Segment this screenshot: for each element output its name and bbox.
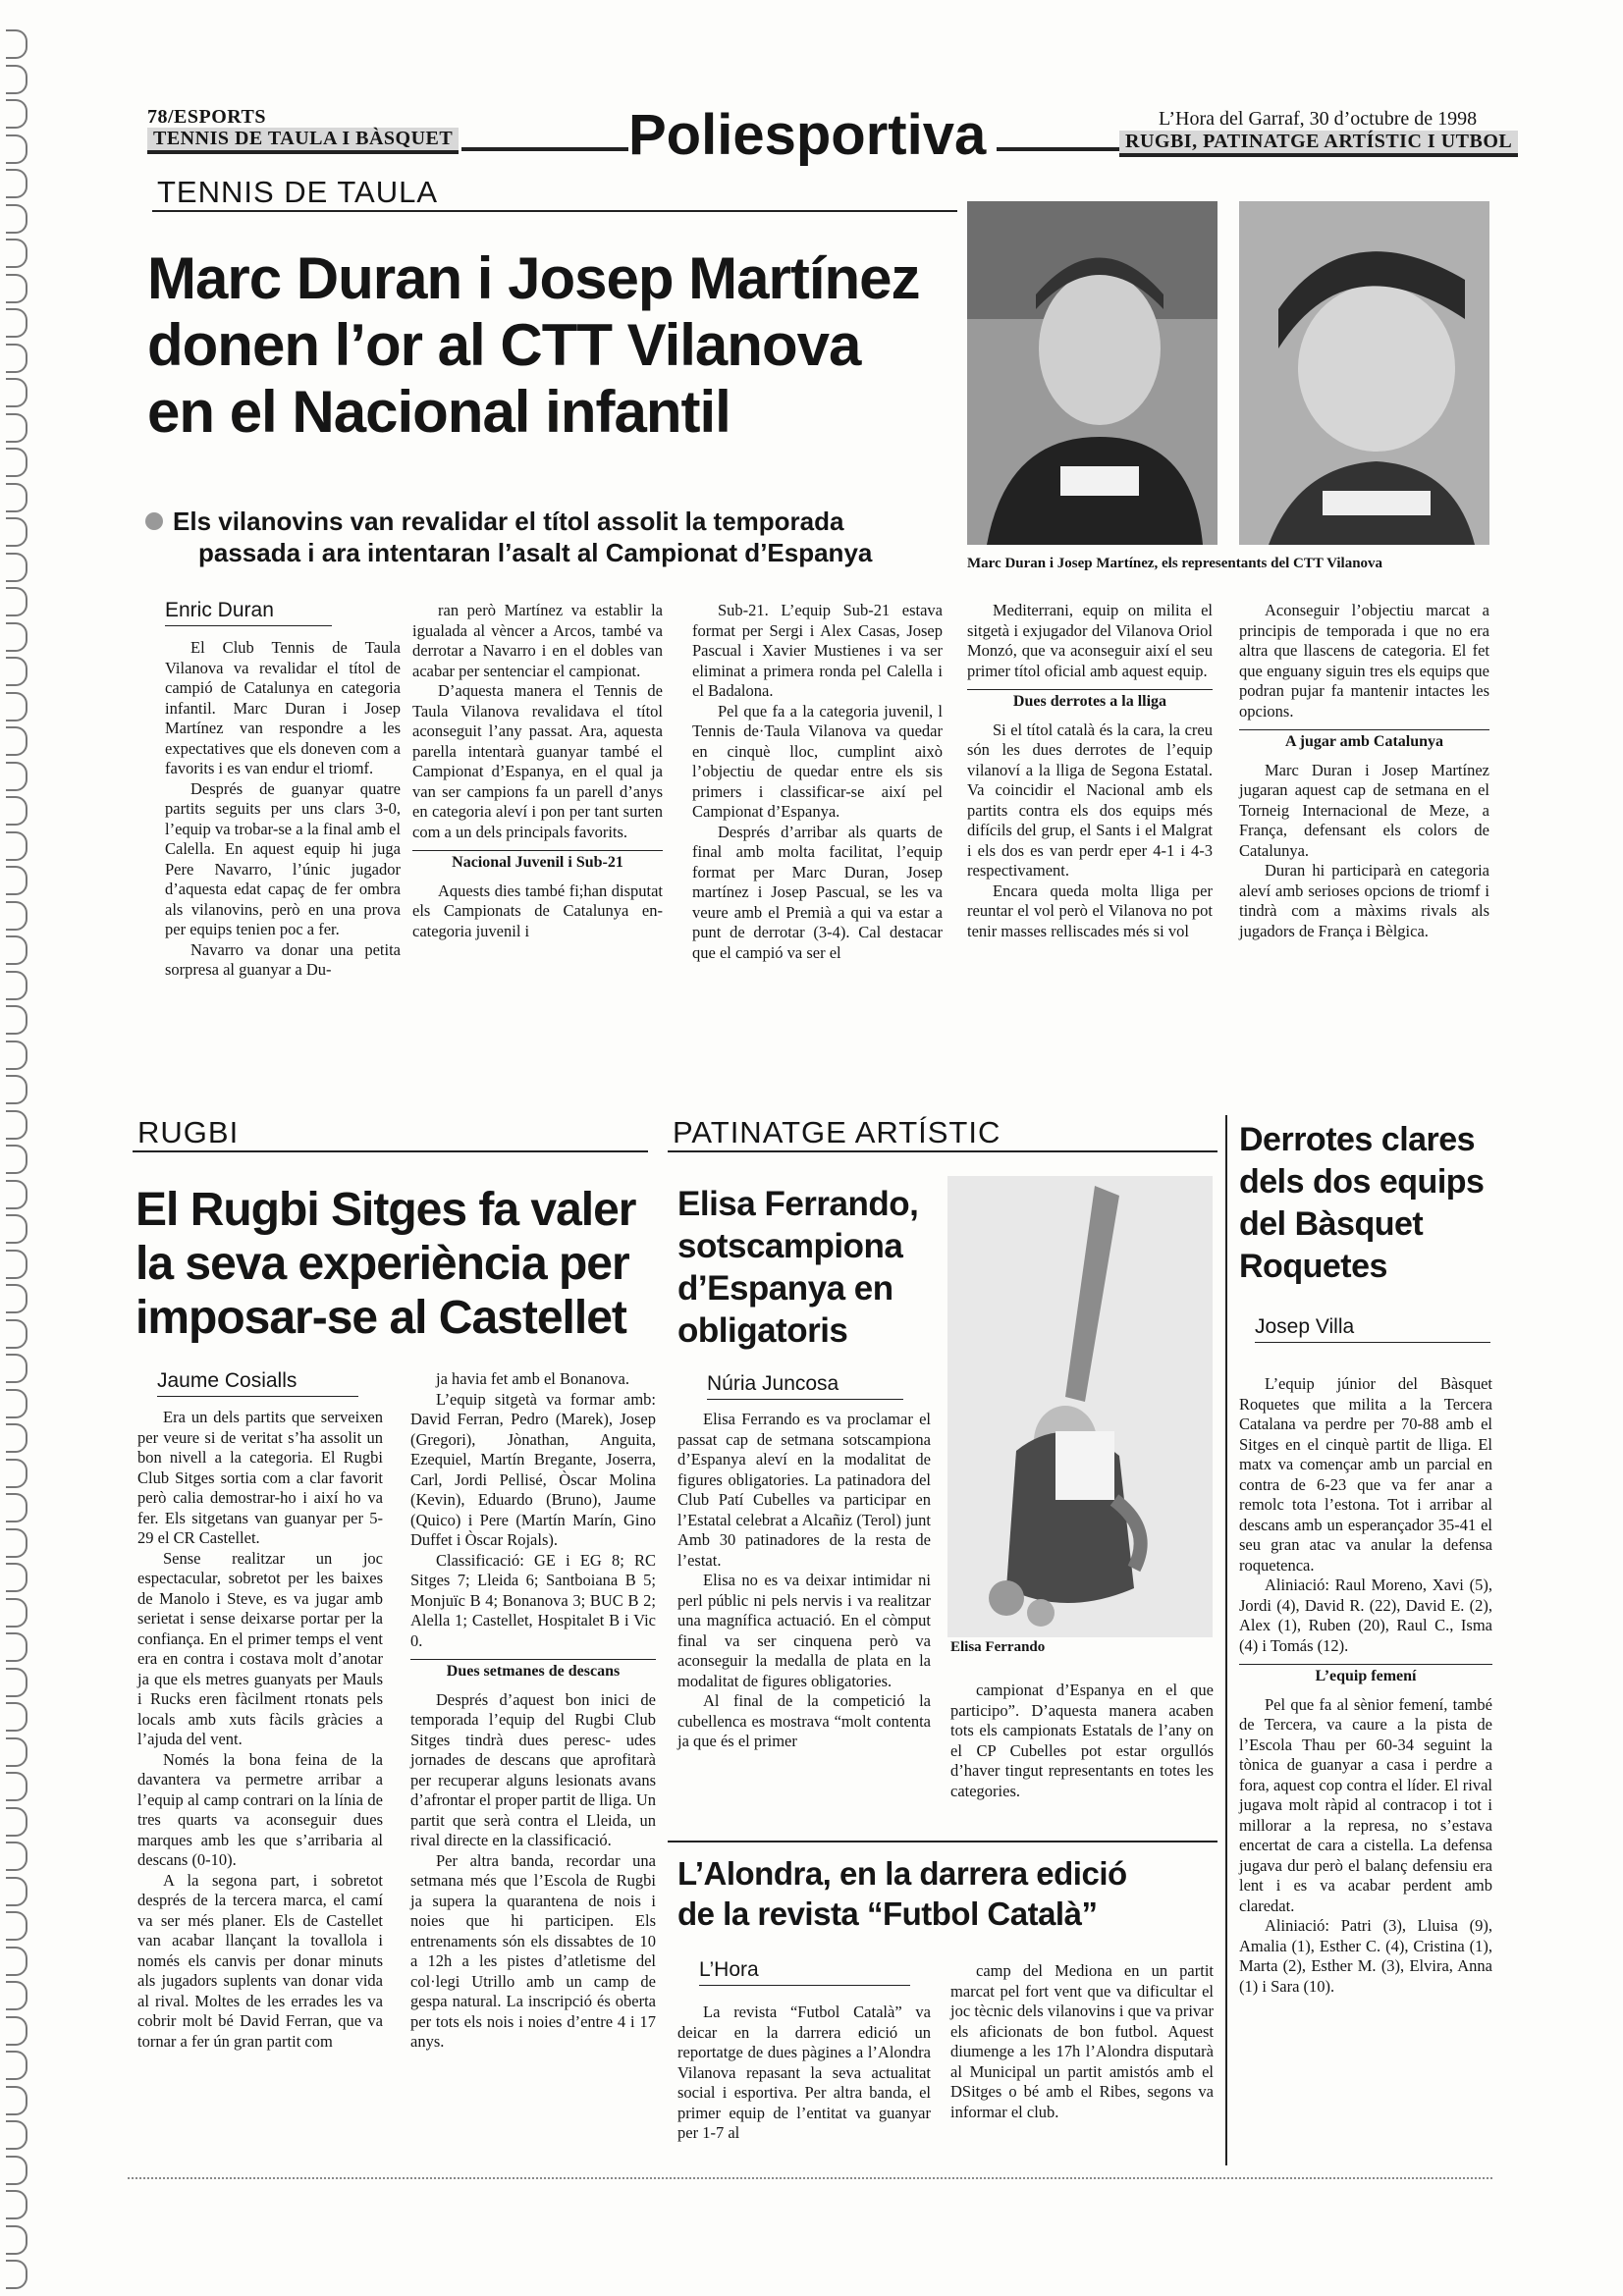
binding-ring: [6, 2120, 27, 2150]
patinatge-column-2: [950, 1681, 1214, 1801]
paragraph: Després d’aquest bon inici de temporada l’equip del Rugbi Club Sitges tindrà dues peresc- udes jornades de descans que aprofitarà per recuperar alguns lesionats avans d’afrontar el proper partit de lliga. Un partit que serà contra el Lleida, un rival directe en la classificació.: [410, 1689, 656, 1849]
binding-ring: [6, 2086, 27, 2115]
binding-ring: [6, 239, 27, 268]
tennis-column-2: [412, 601, 663, 941]
paragraph: Duran hi participarà en categoria aleví amb serioses opcions de triomf i tindrà com a màxims rivals als jugadors de França i Bèlgica.: [1239, 861, 1489, 940]
binding-ring: [6, 1877, 27, 1906]
paragraph: Era un dels partits que serveixen per veure si de veritat s’ha assolit un bon nivell a la categoria. El Rugbi Club Sitges sortia com a clar favorit però calia demostrar-ho i així ho va fer. Els sitgetans van guanyar per 5-29 el CR Castellet.: [137, 1408, 383, 1547]
binding-ring: [6, 1389, 27, 1418]
paragraph: Després de guanyar quatre partits seguits per uns clars 3-0, l’equip va trobar-se a la final amb el Calella. En aquest equip hi juga Pere Navarro, l’únic jugador d’aquesta edat capaç de fer ombra als vilanovins, però en una prova per equips tenien poc a fer.: [165, 778, 401, 938]
tennis-section-rule: [152, 210, 957, 212]
tennis-subhead-lliga: Dues derrotes a la lliga: [967, 689, 1213, 713]
tennis-section-label: TENNIS DE TAULA: [157, 175, 439, 209]
binding-ring: [6, 1423, 27, 1453]
paragraph: Aconseguir l’objectiu marcat a principis de temporada i que no era altra que llascens de categoria. El fet que enguany siguin tres els equips que podran pujar fa mantenir intactes les opcions.: [1239, 601, 1489, 721]
tennis-subhead-catalunya: A jugar amb Catalunya: [1239, 729, 1489, 753]
headline-line: d’Espanya en: [677, 1269, 893, 1308]
rugbi-section-label: RUGBI: [137, 1115, 240, 1149]
binding-ring: [6, 726, 27, 756]
deck-line: passada i ara intentaran l’asalt al Campionat d’Espanya: [198, 538, 873, 567]
binding-ring: [6, 274, 27, 303]
alondra-headline: [677, 1853, 1227, 1934]
binding-ring: [6, 2051, 27, 2080]
rugbi-headline: [135, 1183, 666, 1345]
binding-ring: [6, 935, 27, 965]
paragraph: Aquests dies també fi;han disputat els Campionats de Catalunya en-categoria juvenil i: [412, 881, 663, 940]
binding-ring: [6, 1075, 27, 1104]
spiral-binding: [0, 29, 39, 2287]
binding-ring: [6, 308, 27, 338]
basquet-subhead-femeni: L’equip femení: [1239, 1664, 1492, 1687]
rugbi-column-2: [410, 1369, 656, 2053]
tennis-deck: [173, 506, 958, 568]
paragraph: Sub-21. L’equip Sub-21 estava format per Sergi i Alex Casas, Josep Pascual i Xavier Mustienes i va ser eliminat a primera ronda pel Calella i el Badalona.: [692, 601, 943, 700]
binding-ring: [6, 1041, 27, 1070]
binding-ring: [6, 2225, 27, 2255]
binding-ring: [6, 1110, 27, 1140]
binding-ring: [6, 134, 27, 164]
basquet-byline: Josep Villa: [1255, 1315, 1490, 1343]
patinatge-section-label: PATINATGE ARTÍSTIC: [673, 1115, 1001, 1149]
binding-ring: [6, 831, 27, 861]
paragraph: Pel que fa al sènior femení, també de Tercera, va caure a la pista de l’Escola Thau per 60-34 seguint la tònica de guanyar a casa i perdre a fora, aquest cop contra el líder. El rival jugava molt ràpid al contracop i tot i millorar a la represa, no s’estava encertat de cara a cistella. La defensa jugava dur però el balanç defensiu era lent i es va acabar perdent amb claredat.: [1239, 1694, 1492, 1915]
paragraph: Aliniació: Patri (3), Lluisa (9), Amalia (1), Esther C. (4), Cristina (1), Marta (2), Esther M. (3), Elvira, Anna (1) i Sara (10).: [1239, 1916, 1492, 1996]
patinatge-column-1: [677, 1410, 931, 1752]
paragraph: Si el títol català és la cara, la creu són les dues derrotes de l’equip vilanoví a la lliga de Segona Estatal. Va coincidir el Nacional amb els partits contra els dos equips més difícils del grup, el Sants i el Malgrat i els dos es van perdr eper 4-1 i 4-3 respectivament.: [967, 720, 1213, 880]
paragraph: Mediterrani, equip on milita el sitgetà i exjugador del Vilanova Oriol Monzó, que va aconseguir així el seu primer títol oficial amb aquest equip.: [967, 601, 1213, 680]
binding-ring: [6, 1250, 27, 1279]
binding-ring: [6, 1284, 27, 1313]
binding-ring: [6, 378, 27, 407]
binding-ring: [6, 901, 27, 931]
headline-line: L’Alondra, en la darrera edició: [677, 1855, 1127, 1892]
patinatge-headline: [677, 1183, 943, 1352]
paragraph: Pel que fa a la categoria juvenil, l Tennis de·Taula Vilanova va quedar en cinquè lloc, cumplint això l’objectiu de quedar entre els sis primers i classificar-se així pel Campionat d’Espanya.: [692, 701, 943, 821]
binding-ring: [6, 1459, 27, 1488]
headline-line: del Bàsquet: [1239, 1205, 1424, 1243]
rugbi-section-rule: [133, 1150, 648, 1152]
binding-ring: [6, 553, 27, 582]
binding-ring: [6, 1947, 27, 1976]
headline-line: Roquetes: [1239, 1248, 1387, 1285]
binding-ring: [6, 1145, 27, 1174]
paragraph: Classificació: GE i EG 8; RC Sitges 7; Lleida 6; Santboiana B 5; Monjuïc B 4; Bonanova 3; BUC B 2; Alella 1; Castellet, Hospitalet B i Vic 0.: [410, 1550, 656, 1650]
paragraph: El Club Tennis de Taula Vilanova va revalidar el títol de campió de Catalunya en categoria infantil. Marc Duran i Josep Martínez van respondre a les expectatives que els doneven com a favorits i es van endur el triomf.: [165, 638, 401, 777]
binding-ring: [6, 1632, 27, 1662]
paragraph: Encara queda molta lliga per reuntar el vol però el Vilanova no pot tenir masses relliscades més si vol: [967, 881, 1213, 940]
binding-ring: [6, 29, 27, 59]
headline-line: Elisa Ferrando,: [677, 1185, 919, 1223]
binding-ring: [6, 866, 27, 895]
rugbi-column-1: [137, 1408, 383, 2052]
paragraph: Per altra banda, recordar una setmana més que l’Escola de Rugbi ja supera la quarantena de nois i noies que hi participen. Els entrenaments són els dissabtes de 10 a 12h a les pistes d’atletisme del col·legi Utrillo amb un camp de gespa natural. La inscripció és oberta per tots els nois i noies d’entre 4 i 17 anys.: [410, 1850, 656, 2051]
paragraph: Al final de la competició la cubellenca es mostrava “molt contenta ja que és el primer: [677, 1691, 931, 1750]
paragraph: Elisa no es va deixar intimidar ni perl públic ni pels nervis i va realitzar una magnífica actuació. En el còmput final va ser cinquena però va aconseguir la medalla de plata en la modalitat de figures obligatories.: [677, 1571, 931, 1690]
paragraph: Marc Duran i Josep Martínez jugaran aquest cap de setmana en el Torneig Internacional de Meze, a França, defensant els colors de Catalunya.: [1239, 760, 1489, 860]
alondra-column-2: [950, 1961, 1214, 2122]
headline-line: dels dos equips: [1239, 1163, 1485, 1201]
binding-ring: [6, 692, 27, 721]
binding-ring: [6, 1214, 27, 1244]
tennis-subhead-juvenil: Nacional Juvenil i Sub-21: [412, 850, 663, 874]
headline-line: la seva experiència per: [135, 1238, 629, 1290]
binding-ring: [6, 1772, 27, 1801]
alondra-byline: L’Hora: [699, 1958, 910, 1986]
binding-ring: [6, 1180, 27, 1209]
alondra-top-rule: [668, 1841, 1217, 1842]
binding-ring: [6, 587, 27, 616]
binding-ring: [6, 1005, 27, 1035]
headline-line: El Rugbi Sitges fa valer: [135, 1184, 636, 1236]
binding-ring: [6, 1807, 27, 1837]
header-rule-right: [997, 147, 1119, 151]
paragraph: Aliniació: Raul Moreno, Xavi (5), Jordi (4), David R. (22), David E. (2), Alex (1), Ruben (20), Raul C., Isma (4) i Tomás (12).: [1239, 1575, 1492, 1655]
binding-ring: [6, 169, 27, 198]
paragraph: Elisa Ferrando es va proclamar el passat cap de setmana sotscampiona d’Espanya aleví en la modalitat de figures obligatories. La patinadora del Club Patí Cubelles va participar en l’Estatal celebrat a Alcañiz (Terol) junt Amb 30 patinadores de la resta de l’estat.: [677, 1410, 931, 1570]
paragraph: camp del Mediona en un partit marcat pel fort vent que va dificultar el joc tècnic dels vilanovins i que va privar els aficionats de bon futbol. Aquest diumenge a les 17h l’Alondra disputarà al Municipal un partit amistós amb el DSitges o bé amb el Ribes, segons va informar el club.: [950, 1961, 1214, 2121]
binding-ring: [6, 1354, 27, 1383]
basquet-headline: [1239, 1119, 1494, 1288]
binding-ring: [6, 204, 27, 234]
headline-line: en el Nacional infantil: [147, 379, 730, 445]
binding-ring: [6, 1911, 27, 1941]
portrait-figure-icon: [967, 201, 1217, 545]
paragraph: L’equip sitgetà va formar amb: David Ferran, Pedro (Marek), Josep (Gregori), Jònathan, Anguita, Ezequiel, Martín Bregante, Joserra, Carl, Jordi Pellisé, Òscar Molina (Kevin), Eduardo (Bruno), Jaume (Quico) i Pere (Martín Marín, Gino Duffet i Òscar Rojals).: [410, 1389, 656, 1549]
left-topics-bar: TENNIS DE TAULA I BÀSQUET: [147, 128, 459, 154]
binding-ring: [6, 517, 27, 547]
deck-line: Els vilanovins van revalidar el títol assolit la temporada: [173, 507, 844, 536]
portrait-figure-icon: [1239, 201, 1489, 545]
binding-ring: [6, 2260, 27, 2289]
binding-ring: [6, 1842, 27, 1871]
bottom-scan-artifact: [128, 2177, 1492, 2185]
binding-ring: [6, 2190, 27, 2219]
paragraph: Navarro va donar una petita sorpresa al guanyar a Du-: [165, 939, 401, 979]
binding-ring: [6, 1981, 27, 2010]
tennis-column-5: [1239, 601, 1489, 941]
binding-ring: [6, 1319, 27, 1349]
tennis-column-3: [692, 601, 943, 963]
photo-josep-martinez: [1239, 201, 1489, 545]
paragraph: Després d’arribar als quarts de final amb molta facilitat, l’equip format per Marc Duran, Josep martínez i Josep Pascual, se les va veure amb el Premià a qui va estar a punt de derrotar (3-4). Cal destacar que el campió va ser el: [692, 822, 943, 962]
binding-ring: [6, 483, 27, 512]
patinatge-byline: Núria Juncosa: [707, 1372, 903, 1400]
binding-ring: [6, 413, 27, 443]
binding-ring: [6, 448, 27, 477]
binding-ring: [6, 2156, 27, 2185]
binding-ring: [6, 1528, 27, 1558]
basquet-column-rule: [1225, 1115, 1227, 2165]
binding-ring: [6, 657, 27, 686]
headline-line: obligatoris: [677, 1311, 848, 1350]
alondra-column-1: [677, 2002, 931, 2144]
skater-figure-icon: [947, 1176, 1213, 1637]
paragraph: ja havia fet amb el Bonanova.: [436, 1369, 630, 1388]
binding-ring: [6, 1737, 27, 1767]
patinatge-section-rule: [668, 1150, 1217, 1152]
tennis-column-1: [165, 638, 401, 981]
bullet-icon: [145, 512, 163, 530]
binding-ring: [6, 1493, 27, 1522]
rugbi-subhead-descans: Dues setmanes de descans: [410, 1659, 656, 1682]
tennis-byline: Enric Duran: [165, 599, 332, 626]
paragraph: A la segona part, i sobretot després de la tercera marca, el camí va ser més planer. Els de Castellet van acabar llançant la tovallola i només els canvis per donar minuts als jugadors suplents van donar vida al rival. Moltes de les errades les va cobrir molt bé David Ferran, que va tornar a fer ún gran partit com: [137, 1870, 383, 2051]
rugbi-byline: Jaume Cosialls: [157, 1369, 358, 1397]
binding-ring: [6, 1598, 27, 1628]
paragraph: ran però Martínez va establir la igualada al vèncer a Arcos, també va derrotar a Navarro i en el dobles van acabar per sentenciar el campionat.: [412, 601, 663, 680]
paragraph: Només la bona feina de la davantera va permetre arribar a l’equip al camp contrari on la línia de tres quarts va aconseguir dues marques amb les que s’arribaria al descans (0-10).: [137, 1749, 383, 1869]
binding-ring: [6, 622, 27, 652]
patinatge-photo-caption: Elisa Ferrando: [950, 1639, 1046, 1655]
binding-ring: [6, 344, 27, 373]
binding-ring: [6, 971, 27, 1000]
binding-ring: [6, 796, 27, 826]
paragraph: L’equip júnior del Bàsquet Roquetes que milita a la Tercera Catalana va perdre per 70-88 amb el Sitges en el cinquè partit de lliga. El matx va començar amb un parcial en contra de 6-23 que va fer anar a remolc tota l’estona. Tot i arribar al descans amb un esperançador 35-41 el seu gran atac va anular la defensa roquetenca.: [1239, 1374, 1492, 1575]
headline-line: de la revista “Futbol Català”: [677, 1896, 1098, 1932]
headline-line: Derrotes clares: [1239, 1121, 1476, 1158]
headline-line: donen l’or al CTT Vilanova: [147, 312, 861, 378]
binding-ring: [6, 2016, 27, 2046]
right-topics-bar: RUGBI, PATINATGE ARTÍSTIC I UTBOL: [1119, 131, 1518, 157]
binding-ring: [6, 1702, 27, 1732]
binding-ring: [6, 1668, 27, 1697]
headline-line: imposar-se al Castellet: [135, 1292, 626, 1344]
basquet-column: [1239, 1374, 1492, 1997]
headline-line: sotscampiona: [677, 1227, 903, 1265]
tennis-headline: [147, 245, 952, 446]
page-banner: Poliesportiva: [628, 103, 987, 167]
dateline: L’Hora del Garraf, 30 d’octubre de 1998: [1159, 108, 1478, 130]
binding-ring: [6, 99, 27, 129]
binding-ring: [6, 65, 27, 94]
photo-marc-duran: [967, 201, 1217, 545]
paragraph: Sense realitzar un joc espectacular, sobretot per les baixes de Manolo i Steve, es va jugar amb serietat i sense deixarse portar per la confiança. En el primer temps el vent era en contra i costava molt d’anotar ja que els metres guanyats per Mauls i Rucks eren fàcilment rtonats pels locals amb xuts fàcils gràcies a l’ajuda del vent.: [137, 1548, 383, 1748]
paragraph: D’aquesta manera el Tennis de Taula Vilanova revalidava el títol aconseguit l’any passat. Ara, aquesta parella intentarà guanyar també el Campionat d’Espanya, en el qual ja van ser campions fa un parell d’anys en categoria aleví i pon per tant surten com a un dels principals favorits.: [412, 681, 663, 841]
header-rule-left: [461, 147, 628, 151]
headline-line: Marc Duran i Josep Martínez: [147, 245, 920, 311]
paragraph: campionat d’Espanya en el que participo”. D’aquesta manera acaben tots els campionats Estatals de l’any on el CP Cubelles pot estar orgullós d’haver tingut representants en totes les categories.: [950, 1681, 1214, 1800]
paragraph: La revista “Futbol Català” va deicar en la darrera edició un reportatge de dues pàgines a l’Alondra Vilanova repasant la seva actualitat social i esportiva. Per altra banda, el primer equip de l’entitat va guanyar per 1-7 al: [677, 2002, 931, 2142]
tennis-column-4: [967, 601, 1213, 941]
tennis-photo-caption: Marc Duran i Josep Martínez, els representants del CTT Vilanova: [967, 556, 1383, 571]
photo-elisa-ferrando: [947, 1176, 1213, 1637]
page-section-label: 78/ESPORTS: [147, 106, 266, 128]
binding-ring: [6, 762, 27, 791]
binding-ring: [6, 1563, 27, 1592]
